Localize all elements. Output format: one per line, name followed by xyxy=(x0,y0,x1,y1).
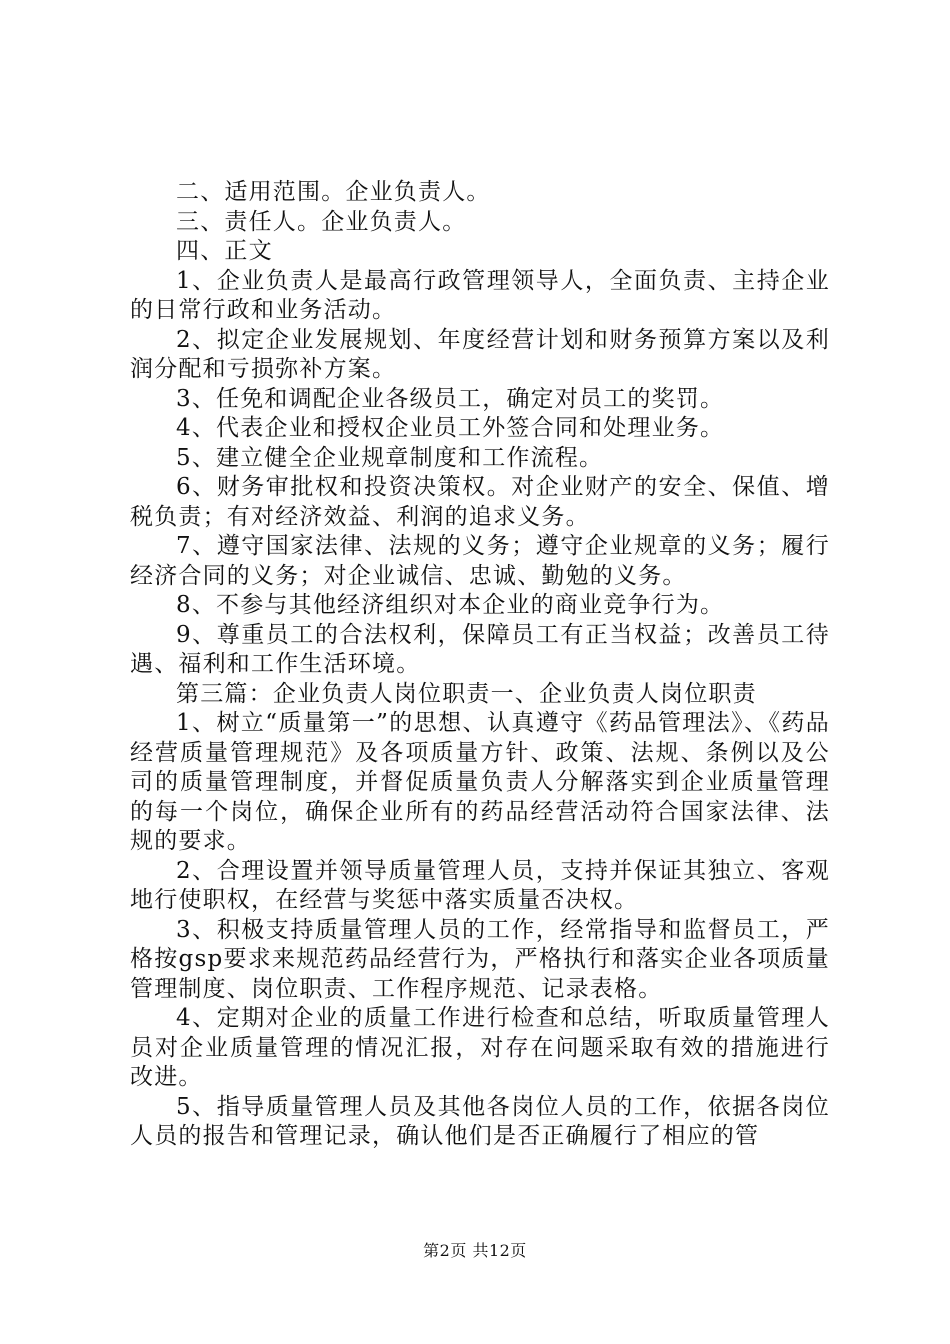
paragraph: 4、代表企业和授权企业员工外签合同和处理业务。 xyxy=(176,415,725,441)
paragraph: 3、任免和调配企业各级员工，确定对员工的奖罚。 xyxy=(176,385,725,412)
paragraph: 8、不参与其他经济组织对本企业的商业竞争行为。 xyxy=(176,592,725,618)
paragraph: 三、责任人。企业负责人。 xyxy=(176,208,467,235)
paragraph: 二、适用范围。企业负责人。 xyxy=(176,179,491,205)
page-footer: 第2页 共12页 xyxy=(423,1241,527,1260)
paragraph: 1、企业负责人是最高行政管理领导人，全面负责、主持企业的日常行政和业务活动。 xyxy=(130,267,830,323)
document-body xyxy=(130,178,830,1152)
paragraph: 3、积极支持质量管理人员的工作，经常指导和监督员工，严格按gsp要求来规范药品经营行为，严格执行和落实企业各项质量管理制度、岗位职责、工作程序规范、记录表格。 xyxy=(130,916,830,1002)
paragraph: 7、遵守国家法律、法规的义务；遵守企业规章的义务；履行经济合同的义务；对企业诚信、忠诚、勤勉的义务。 xyxy=(130,533,830,589)
paragraph: 5、建立健全企业规章制度和工作流程。 xyxy=(176,444,604,471)
paragraph: 6、财务审批权和投资决策权。对企业财产的安全、保值、增税负责；有对经济效益、利润的追求义务。 xyxy=(130,474,830,530)
paragraph: 4、定期对企业的质量工作进行检查和总结，听取质量管理人员对企业质量管理的情况汇报，对存在问题采取有效的措施进行改进。 xyxy=(130,1005,830,1090)
paragraph: 2、拟定企业发展规划、年度经营计划和财务预算方案以及利润分配和亏损弥补方案。 xyxy=(130,326,830,382)
paragraph: 5、指导质量管理人员及其他各岗位人员的工作，依据各岗位人员的报告和管理记录，确认他们是否正确履行了相应的管 xyxy=(130,1093,830,1149)
section-heading: 第三篇：企业负责人岗位职责一、企业负责人岗位职责 xyxy=(176,680,757,707)
paragraph: 2、合理设置并领导质量管理人员，支持并保证其独立、客观地行使职权，在经营与奖惩中落实质量否决权。 xyxy=(130,857,830,913)
paragraph: 1、树立“质量第一”的思想、认真遵守《药品管理法》、《药品经营质量管理规范》及各项质量方针、政策、法规、条例以及公司的质量管理制度，并督促质量负责人分解落实到企业质量管理的每一个岗位，确保企业所有的药品经营活动符合国家法律、法规的要求。 xyxy=(130,710,830,854)
paragraph: 9、尊重员工的合法权利，保障员工有正当权益；改善员工待遇、福利和工作生活环境。 xyxy=(130,621,830,677)
paragraph: 四、正文 xyxy=(176,238,273,264)
